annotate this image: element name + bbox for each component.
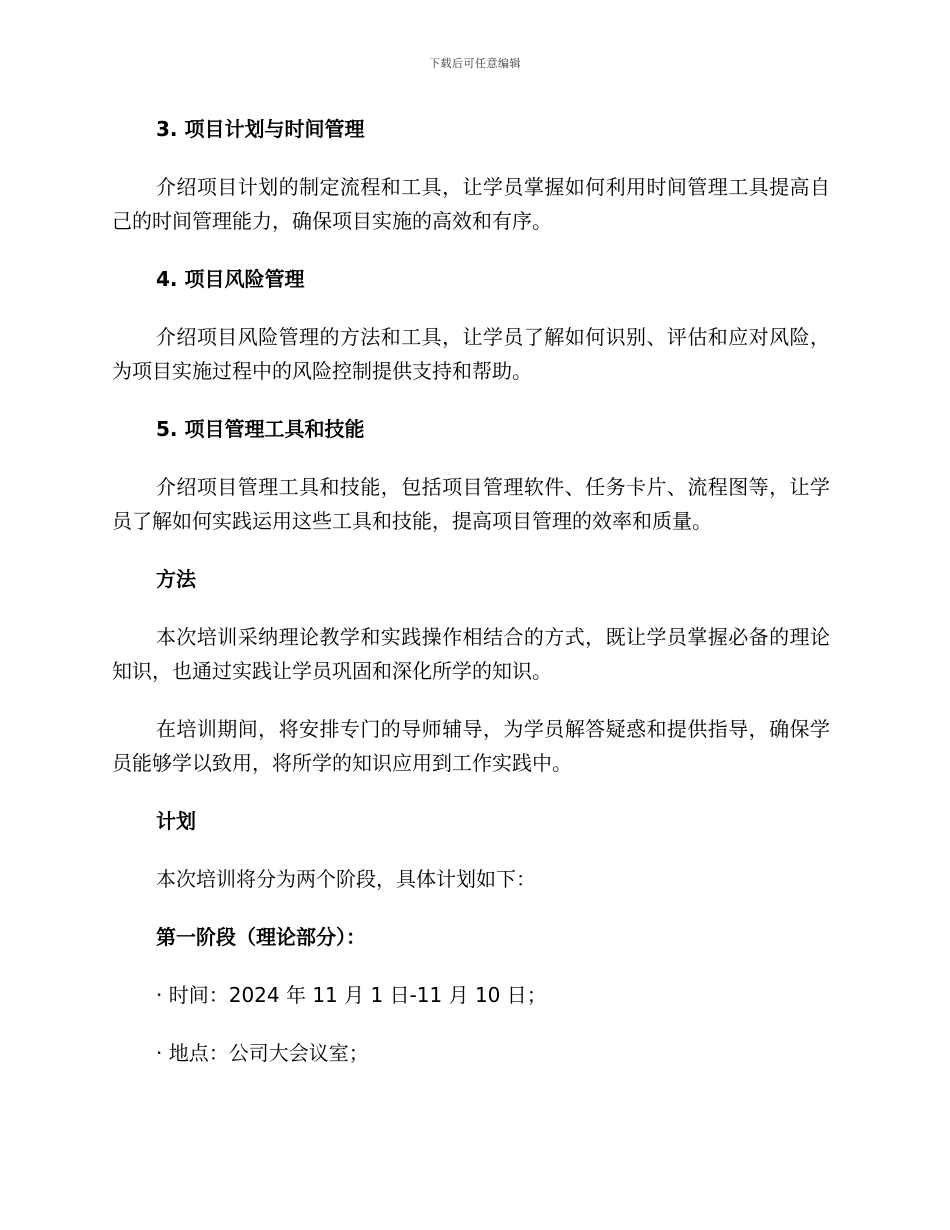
section-heading-3: 3. 项目计划与时间管理	[156, 117, 365, 141]
plan-body: 本次培训将分为两个阶段，具体计划如下：	[156, 867, 536, 891]
document-body	[112, 112, 830, 1070]
plan-heading: 计划	[156, 809, 196, 833]
section-body-5: 介绍项目管理工具和技能，包括项目管理软件、任务卡片、流程图等，让学员了解如何实践运用这些工具和技能，提高项目管理的效率和质量。	[112, 475, 830, 533]
section-heading-4: 4. 项目风险管理	[156, 267, 305, 291]
header-note: 下载后可任意编辑	[429, 57, 521, 70]
list-item: · 时间：2024 年 11 月 1 日-11 月 10 日；	[156, 983, 547, 1007]
method-body-1: 本次培训采纳理论教学和实践操作相结合的方式，既让学员掌握必备的理论知识，也通过实践让学员巩固和深化所学的知识。	[112, 625, 830, 683]
section-body-3: 介绍项目计划的制定流程和工具，让学员掌握如何利用时间管理工具提高自己的时间管理能力，确保项目实施的高效和有序。	[112, 175, 830, 233]
phase1-heading: 第一阶段（理论部分）：	[156, 925, 366, 949]
method-body-2: 在培训期间，将安排专门的导师辅导，为学员解答疑惑和提供指导，确保学员能够学以致用，将所学的知识应用到工作实践中。	[112, 717, 830, 775]
list-item: · 地点：公司大会议室；	[156, 1041, 369, 1065]
section-body-4: 介绍项目风险管理的方法和工具，让学员了解如何识别、评估和应对风险，为项目实施过程中的风险控制提供支持和帮助。	[112, 325, 830, 383]
section-heading-5: 5. 项目管理工具和技能	[156, 417, 365, 441]
method-heading: 方法	[156, 567, 196, 591]
